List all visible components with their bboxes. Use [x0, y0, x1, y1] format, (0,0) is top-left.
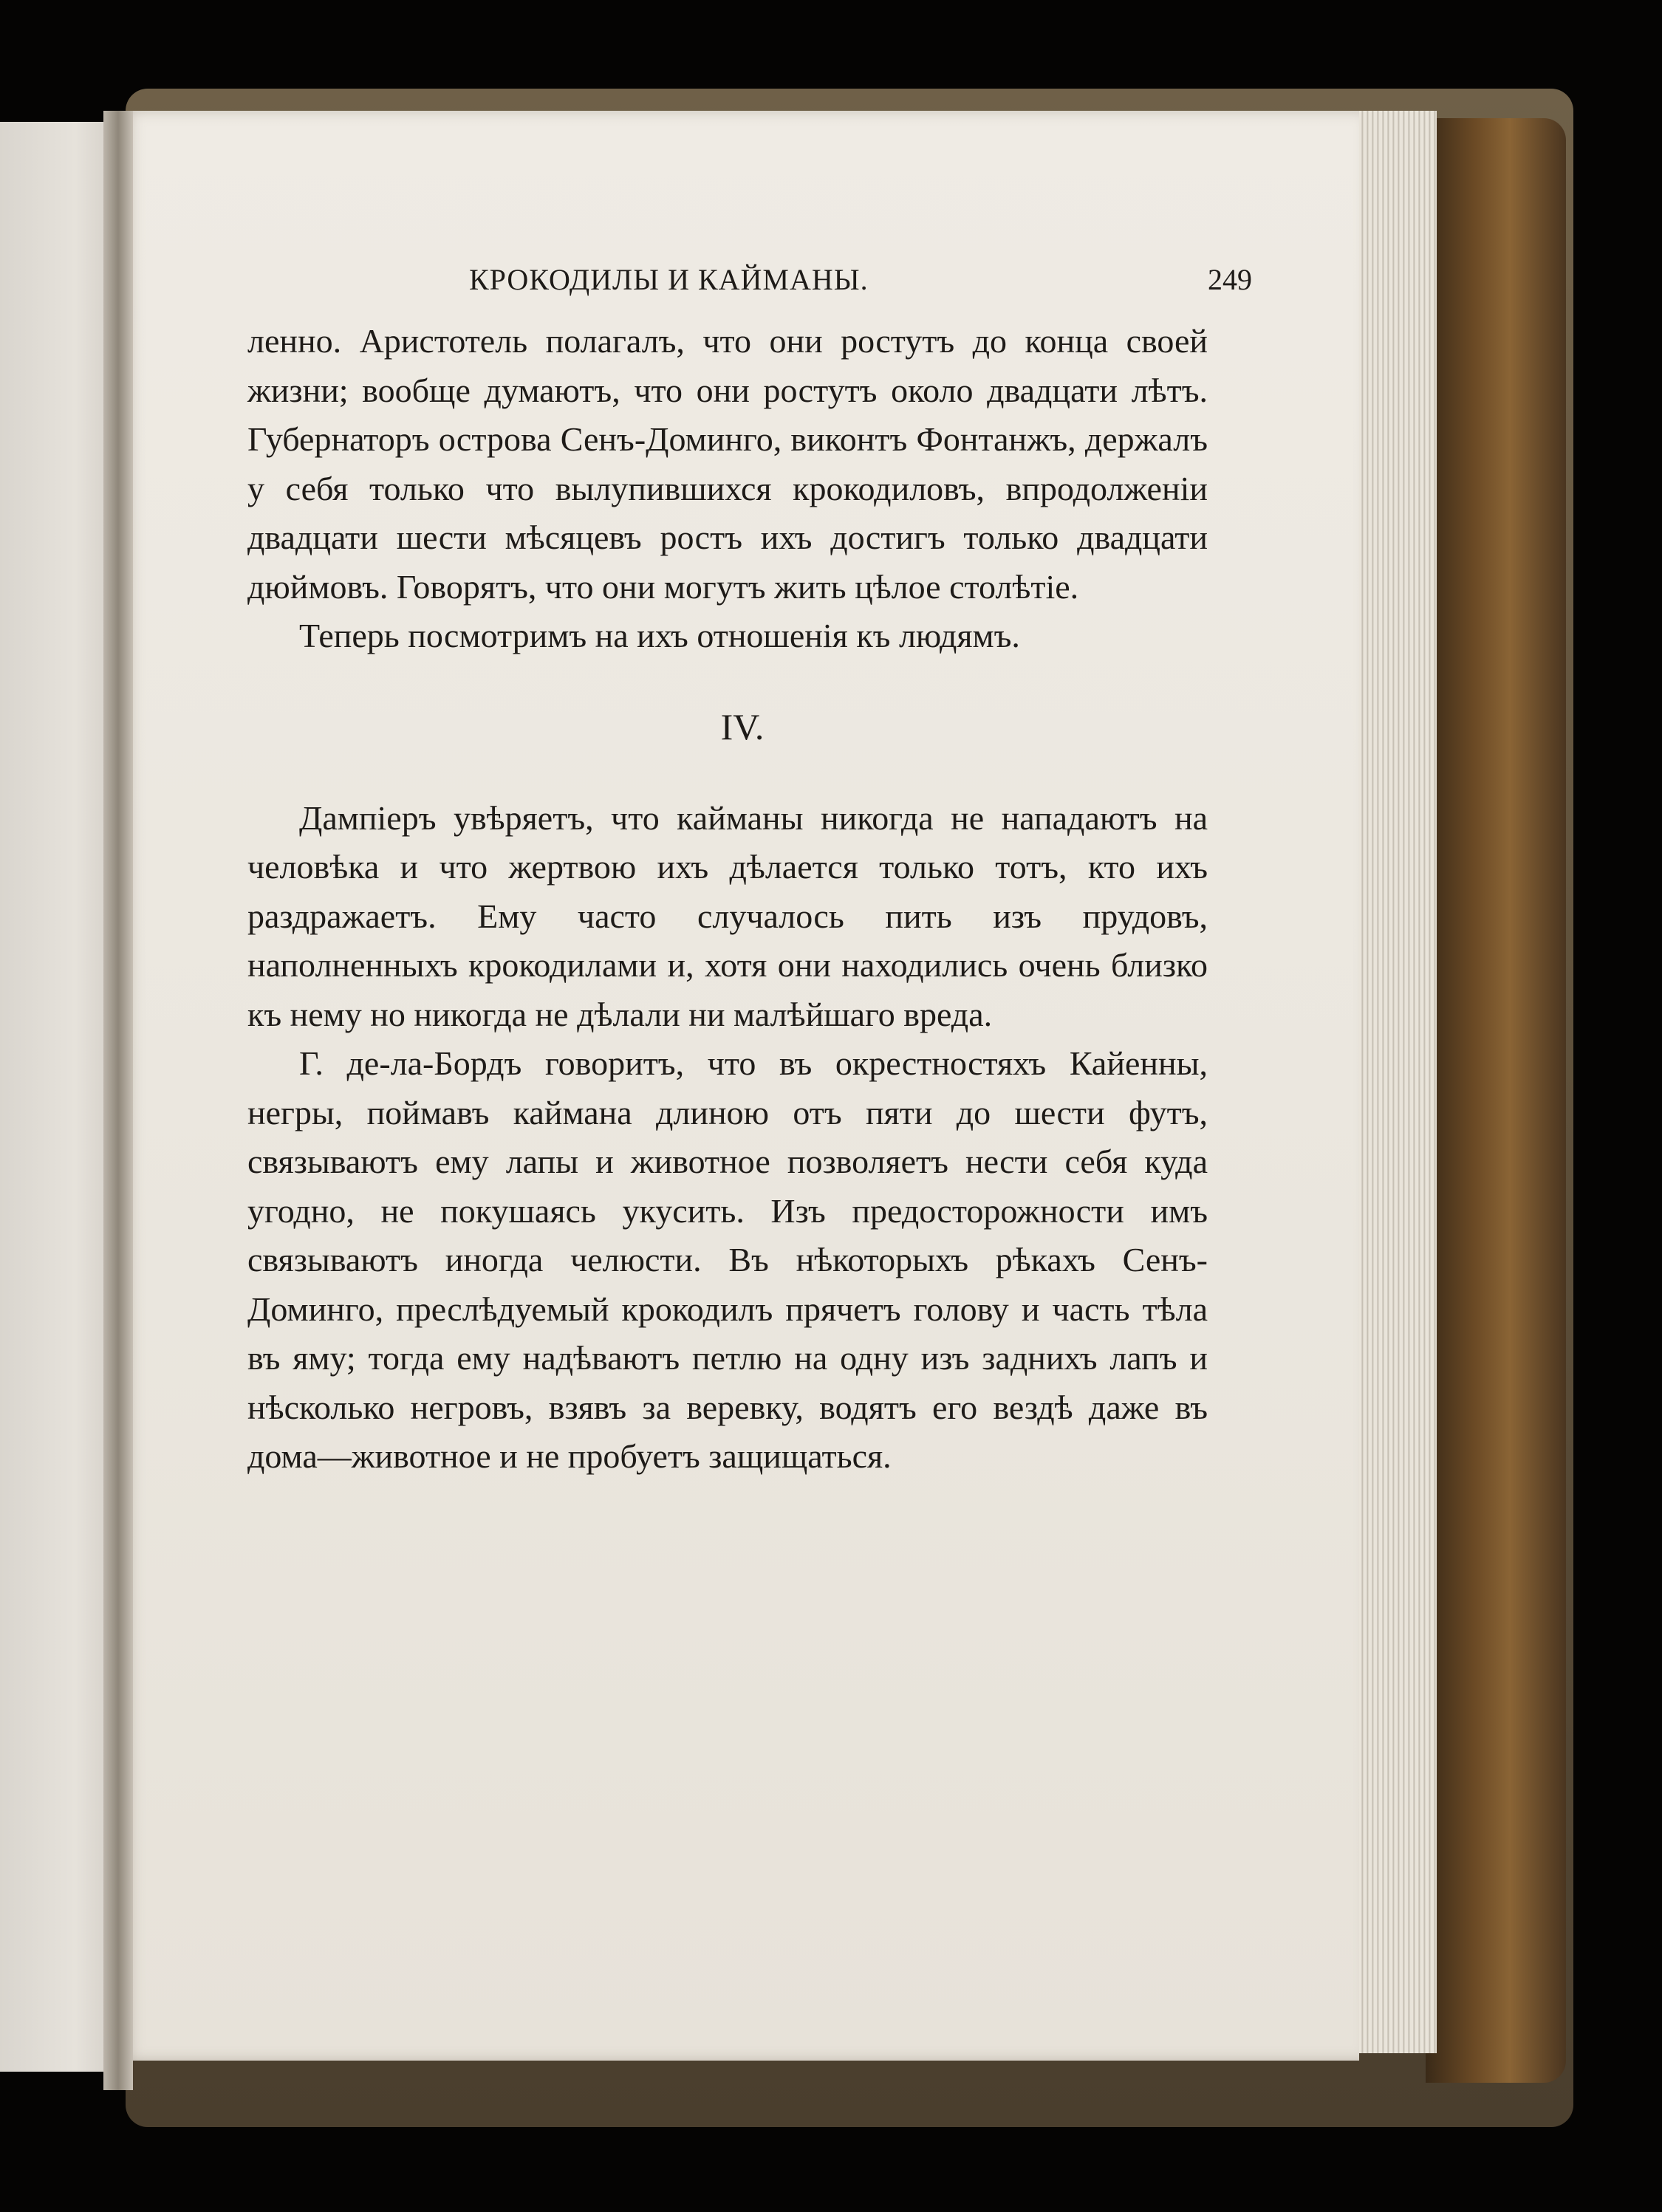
- paragraph: Г. де-ла-Бордъ говоритъ, что въ окрестностяхъ Кайенны, негры, поймавъ каймана длиною отъ пяти до шести футъ, связываютъ ему лапы и животное позволяетъ нести себя куда угодно, не покушаясь укусить. Изъ предосторожности имъ связываютъ иногда челюсти. Въ нѣкоторыхъ рѣкахъ Сенъ-Доминго, преслѣдуемый крокодилъ прячетъ голову и часть тѣла въ яму; тогда ему надѣваютъ петлю на одну изъ заднихъ лапъ и нѣсколько негровъ, взявъ за веревку, водятъ его вездѣ даже въ дома—животное и не пробуетъ защищаться.: [247, 1044, 1208, 1475]
- page-content: [247, 262, 1252, 1482]
- running-title: КРОКОДИЛЫ И КАЙМАНЫ.: [469, 263, 869, 296]
- section-heading: IV.: [720, 705, 765, 747]
- paragraph: Теперь посмотримъ на ихъ отношенія къ людямъ.: [299, 617, 1020, 654]
- running-head: [247, 262, 1252, 307]
- page-stack-edge: [1348, 111, 1437, 2053]
- paragraph-continuation: ленно. Аристотель полагалъ, что они ростутъ до конца своей жизни; вообще думаютъ, что они ростутъ около двадцати лѣтъ. Губернаторъ острова Сенъ-Доминго, виконтъ Фонтанжъ, держалъ у себя только что вылупившихся крокодиловъ, впродолженіи двадцати шести мѣсяцевъ ростъ ихъ достигъ только двадцати дюймовъ. Говорятъ, что они могутъ жить цѣлое столѣтіе.: [247, 322, 1208, 606]
- page-number: 249: [1208, 263, 1252, 296]
- cover-edge: [1426, 118, 1566, 2083]
- paragraph: Дампіеръ увѣряетъ, что кайманы никогда не нападаютъ на человѣка и что жертвою ихъ дѣлается только тотъ, кто ихъ раздражаетъ. Ему часто случалось пить изъ прудовъ, наполненныхъ крокодилами и, хотя они находились очень близко къ нему но никогда не дѣлали ни малѣйшаго вреда.: [247, 798, 1208, 1033]
- book-page: [122, 111, 1359, 2061]
- book-gutter: [103, 111, 133, 2090]
